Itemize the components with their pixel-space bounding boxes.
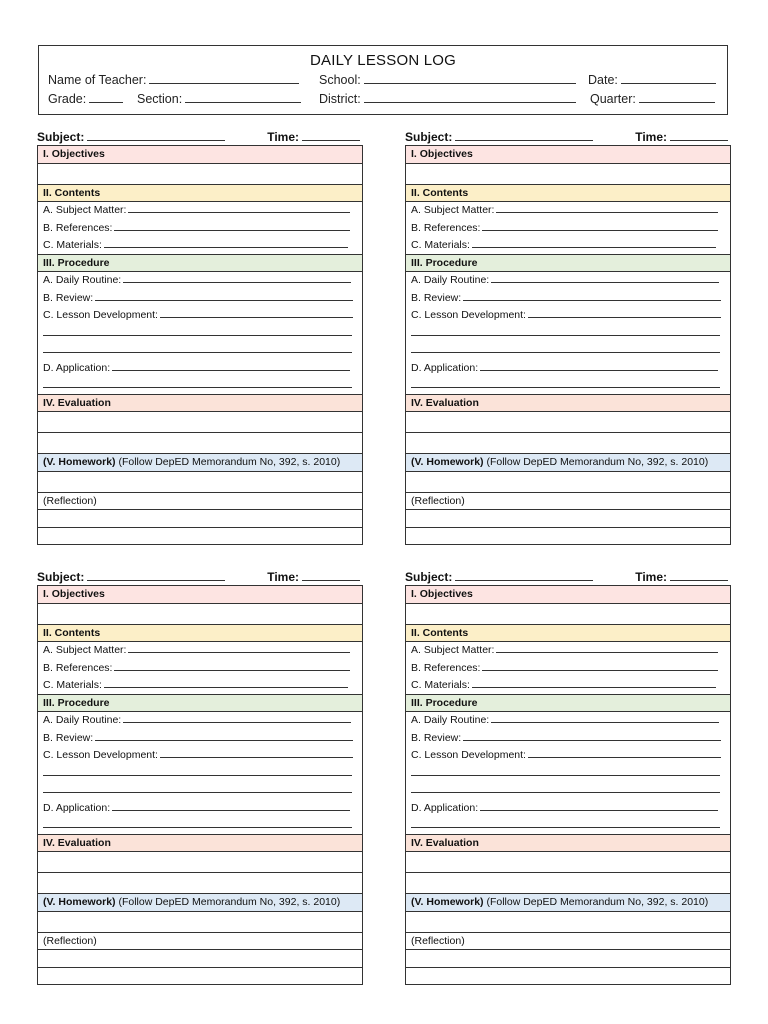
application-blank[interactable] [112, 801, 350, 811]
daily-routine-line[interactable] [406, 272, 730, 290]
school-field[interactable] [319, 72, 576, 87]
contents-header: II. Contents [38, 185, 362, 203]
lesson-block-1 [37, 128, 363, 545]
district-field[interactable] [319, 91, 576, 106]
review-line[interactable] [38, 290, 362, 308]
reflection-entry[interactable] [38, 968, 362, 986]
homework-entry[interactable] [38, 472, 362, 493]
reflection-entry[interactable] [38, 510, 362, 528]
materials-label: C. Materials: [43, 679, 102, 691]
continuation-blank[interactable] [411, 783, 720, 793]
subject-time-row [37, 568, 363, 585]
homework-label: (V. Homework) [411, 896, 484, 908]
homework-header [38, 454, 362, 472]
references-label: B. References: [43, 661, 113, 674]
homework-entry[interactable] [406, 472, 730, 493]
continuation-blank[interactable] [43, 766, 352, 776]
application-cont[interactable] [406, 817, 730, 835]
lesson-development-cont[interactable] [406, 342, 730, 360]
contents-header: II. Contents [406, 625, 730, 643]
homework-header [406, 454, 730, 472]
application-line[interactable] [38, 360, 362, 378]
evaluation-header: IV. Evaluation [406, 835, 730, 853]
date-label: Date: [588, 73, 618, 87]
materials-label: C. Materials: [411, 679, 470, 691]
lesson-development-label: C. Lesson Development: [43, 749, 158, 761]
review-label: B. Review: [411, 731, 462, 744]
references-label: B. References: [411, 221, 481, 234]
lesson-block-4 [405, 568, 731, 985]
lesson-development-cont[interactable] [38, 782, 362, 800]
subject-label: Subject: [405, 130, 453, 144]
evaluation-entry[interactable] [406, 852, 730, 873]
time-label: Time: [267, 130, 299, 144]
materials-line[interactable] [406, 237, 730, 255]
reflection-entry[interactable] [406, 510, 730, 528]
references-line[interactable] [38, 220, 362, 238]
review-blank[interactable] [95, 291, 353, 301]
application-line[interactable] [406, 360, 730, 378]
subject-blank[interactable] [87, 130, 225, 141]
teacher-blank[interactable] [149, 72, 299, 84]
homework-note: (Follow DepED Memorandum No, 392, s. 2010) [118, 456, 341, 468]
daily-routine-line[interactable] [406, 712, 730, 730]
evaluation-header: IV. Evaluation [38, 835, 362, 853]
time-blank[interactable] [670, 570, 728, 581]
reflection-entry[interactable] [406, 968, 730, 986]
page-title: DAILY LESSON LOG [309, 52, 457, 69]
subject-time-row [405, 128, 731, 145]
materials-line[interactable] [406, 677, 730, 695]
lesson-development-blank[interactable] [160, 308, 353, 318]
homework-header [38, 894, 362, 912]
lesson-development-blank[interactable] [160, 748, 353, 758]
grade-blank[interactable] [89, 91, 123, 103]
subject-matter-line[interactable] [38, 202, 362, 220]
subject-time-row [405, 568, 731, 585]
homework-note: (Follow DepED Memorandum No, 392, s. 2010) [486, 456, 709, 468]
subject-blank[interactable] [87, 570, 225, 581]
reflection-entry[interactable] [38, 528, 362, 546]
lesson-development-label: C. Lesson Development: [43, 309, 158, 321]
application-blank[interactable] [480, 361, 718, 371]
lesson-development-cont[interactable] [38, 342, 362, 360]
materials-line[interactable] [38, 677, 362, 695]
date-field[interactable] [588, 72, 716, 87]
homework-label: (V. Homework) [411, 456, 484, 468]
reflection-label: (Reflection) [38, 933, 362, 951]
procedure-header: III. Procedure [406, 695, 730, 713]
date-blank[interactable] [621, 72, 716, 84]
daily-routine-blank[interactable] [123, 273, 351, 283]
teacher-label: Name of Teacher: [48, 73, 147, 87]
references-label: B. References: [411, 661, 481, 674]
daily-routine-blank[interactable] [491, 273, 719, 283]
subject-matter-label: A. Subject Matter: [411, 644, 495, 656]
review-label: B. Review: [43, 731, 94, 744]
subject-matter-blank[interactable] [496, 203, 718, 213]
application-label: D. Application: [43, 361, 111, 374]
section-field[interactable] [137, 91, 301, 106]
application-blank[interactable] [480, 801, 718, 811]
evaluation-entry[interactable] [38, 412, 362, 433]
grade-label: Grade: [48, 92, 87, 106]
subject-matter-blank[interactable] [128, 203, 350, 213]
teacher-field[interactable] [48, 72, 299, 87]
time-field[interactable] [635, 130, 728, 144]
lesson-development-cont[interactable] [38, 325, 362, 343]
homework-note: (Follow DepED Memorandum No, 392, s. 2010) [118, 896, 341, 908]
lesson-development-cont[interactable] [406, 782, 730, 800]
evaluation-entry[interactable] [38, 852, 362, 873]
objectives-entry[interactable] [38, 164, 362, 185]
subject-field[interactable] [37, 130, 225, 144]
evaluation-entry[interactable] [406, 433, 730, 454]
subject-blank[interactable] [455, 570, 593, 581]
time-label: Time: [635, 570, 667, 584]
contents-header: II. Contents [38, 625, 362, 643]
application-blank[interactable] [112, 361, 350, 371]
subject-matter-label: A. Subject Matter: [411, 204, 495, 216]
lesson-development-line[interactable] [406, 747, 730, 765]
continuation-blank[interactable] [411, 766, 720, 776]
reflection-entry[interactable] [38, 950, 362, 968]
reflection-label: (Reflection) [406, 493, 730, 511]
lesson-development-cont[interactable] [38, 765, 362, 783]
quarter-blank[interactable] [639, 91, 715, 103]
homework-note: (Follow DepED Memorandum No, 392, s. 2010) [486, 896, 709, 908]
daily-routine-blank[interactable] [123, 713, 351, 723]
lesson-development-cont[interactable] [406, 765, 730, 783]
reflection-entry[interactable] [406, 528, 730, 546]
objectives-entry[interactable] [38, 604, 362, 625]
lesson-development-line[interactable] [38, 307, 362, 325]
materials-line[interactable] [38, 237, 362, 255]
daily-routine-blank[interactable] [491, 713, 719, 723]
subject-label: Subject: [405, 570, 453, 584]
time-label: Time: [267, 570, 299, 584]
continuation-blank[interactable] [411, 343, 720, 353]
objectives-header: I. Objectives [406, 586, 730, 604]
district-blank[interactable] [364, 91, 576, 103]
time-blank[interactable] [302, 570, 360, 581]
continuation-blank[interactable] [411, 378, 720, 388]
daily-routine-label: A. Daily Routine: [43, 274, 122, 286]
daily-routine-line[interactable] [38, 712, 362, 730]
homework-header [406, 894, 730, 912]
lesson-development-blank[interactable] [528, 748, 721, 758]
materials-label: C. Materials: [43, 239, 102, 251]
review-blank[interactable] [463, 731, 721, 741]
subject-matter-label: A. Subject Matter: [43, 644, 127, 656]
references-label: B. References: [43, 221, 113, 234]
application-line[interactable] [406, 800, 730, 818]
application-label: D. Application: [43, 801, 111, 814]
district-label: District: [319, 92, 361, 106]
continuation-blank[interactable] [43, 378, 352, 388]
subject-matter-line[interactable] [406, 202, 730, 220]
references-line[interactable] [406, 220, 730, 238]
school-label: School: [319, 73, 361, 87]
quarter-label: Quarter: [590, 92, 636, 106]
review-line[interactable] [406, 730, 730, 748]
subject-field[interactable] [37, 570, 225, 584]
continuation-blank[interactable] [43, 818, 352, 828]
procedure-header: III. Procedure [38, 255, 362, 273]
review-label: B. Review: [411, 291, 462, 304]
lesson-development-blank[interactable] [528, 308, 721, 318]
references-blank[interactable] [114, 661, 350, 671]
quarter-field[interactable] [590, 91, 715, 106]
materials-blank[interactable] [472, 238, 716, 248]
review-blank[interactable] [463, 291, 721, 301]
header-box [38, 45, 728, 115]
contents-header: II. Contents [406, 185, 730, 203]
continuation-blank[interactable] [43, 326, 352, 336]
references-line[interactable] [38, 660, 362, 678]
continuation-blank[interactable] [411, 326, 720, 336]
materials-blank[interactable] [104, 678, 348, 688]
subject-blank[interactable] [455, 130, 593, 141]
daily-routine-label: A. Daily Routine: [411, 714, 490, 726]
grade-field[interactable] [48, 91, 123, 106]
lesson-development-label: C. Lesson Development: [411, 309, 526, 321]
daily-routine-label: A. Daily Routine: [43, 714, 122, 726]
lesson-table [405, 145, 731, 545]
subject-matter-blank[interactable] [496, 643, 718, 653]
time-blank[interactable] [670, 130, 728, 141]
reflection-label: (Reflection) [38, 493, 362, 511]
procedure-header: III. Procedure [406, 255, 730, 273]
evaluation-entry[interactable] [406, 873, 730, 894]
references-blank[interactable] [482, 221, 718, 231]
section-blank[interactable] [185, 91, 301, 103]
homework-label: (V. Homework) [43, 456, 116, 468]
subject-time-row [37, 128, 363, 145]
evaluation-entry[interactable] [38, 433, 362, 454]
subject-field[interactable] [405, 130, 593, 144]
subject-field[interactable] [405, 570, 593, 584]
application-label: D. Application: [411, 361, 479, 374]
subject-matter-line[interactable] [38, 642, 362, 660]
lesson-development-label: C. Lesson Development: [411, 749, 526, 761]
evaluation-header: IV. Evaluation [38, 395, 362, 413]
materials-label: C. Materials: [411, 239, 470, 251]
objectives-header: I. Objectives [38, 586, 362, 604]
review-label: B. Review: [43, 291, 94, 304]
materials-blank[interactable] [104, 238, 348, 248]
objectives-header: I. Objectives [406, 146, 730, 164]
continuation-blank[interactable] [43, 783, 352, 793]
application-label: D. Application: [411, 801, 479, 814]
objectives-entry[interactable] [406, 604, 730, 625]
continuation-blank[interactable] [43, 343, 352, 353]
subject-label: Subject: [37, 570, 85, 584]
lesson-development-cont[interactable] [406, 325, 730, 343]
time-field[interactable] [635, 570, 728, 584]
review-line[interactable] [38, 730, 362, 748]
review-line[interactable] [406, 290, 730, 308]
continuation-blank[interactable] [411, 818, 720, 828]
references-blank[interactable] [114, 221, 350, 231]
objectives-entry[interactable] [406, 164, 730, 185]
application-cont[interactable] [38, 817, 362, 835]
application-line[interactable] [38, 800, 362, 818]
time-field[interactable] [267, 570, 360, 584]
homework-entry[interactable] [38, 912, 362, 933]
time-blank[interactable] [302, 130, 360, 141]
lesson-development-line[interactable] [406, 307, 730, 325]
evaluation-entry[interactable] [38, 873, 362, 894]
lesson-table [405, 585, 731, 985]
reflection-entry[interactable] [406, 950, 730, 968]
lesson-table [37, 145, 363, 545]
lesson-block-3 [37, 568, 363, 985]
evaluation-entry[interactable] [406, 412, 730, 433]
daily-routine-label: A. Daily Routine: [411, 274, 490, 286]
time-field[interactable] [267, 130, 360, 144]
homework-entry[interactable] [406, 912, 730, 933]
school-blank[interactable] [364, 72, 576, 84]
application-cont[interactable] [38, 377, 362, 395]
lesson-table [37, 585, 363, 985]
objectives-header: I. Objectives [38, 146, 362, 164]
lesson-development-line[interactable] [38, 747, 362, 765]
evaluation-header: IV. Evaluation [406, 395, 730, 413]
section-label: Section: [137, 92, 183, 106]
homework-label: (V. Homework) [43, 896, 116, 908]
time-label: Time: [635, 130, 667, 144]
subject-matter-blank[interactable] [128, 643, 350, 653]
references-blank[interactable] [482, 661, 718, 671]
daily-routine-line[interactable] [38, 272, 362, 290]
references-line[interactable] [406, 660, 730, 678]
subject-matter-label: A. Subject Matter: [43, 204, 127, 216]
application-cont[interactable] [406, 377, 730, 395]
subject-label: Subject: [37, 130, 85, 144]
reflection-label: (Reflection) [406, 933, 730, 951]
materials-blank[interactable] [472, 678, 716, 688]
lesson-block-2 [405, 128, 731, 545]
subject-matter-line[interactable] [406, 642, 730, 660]
review-blank[interactable] [95, 731, 353, 741]
procedure-header: III. Procedure [38, 695, 362, 713]
